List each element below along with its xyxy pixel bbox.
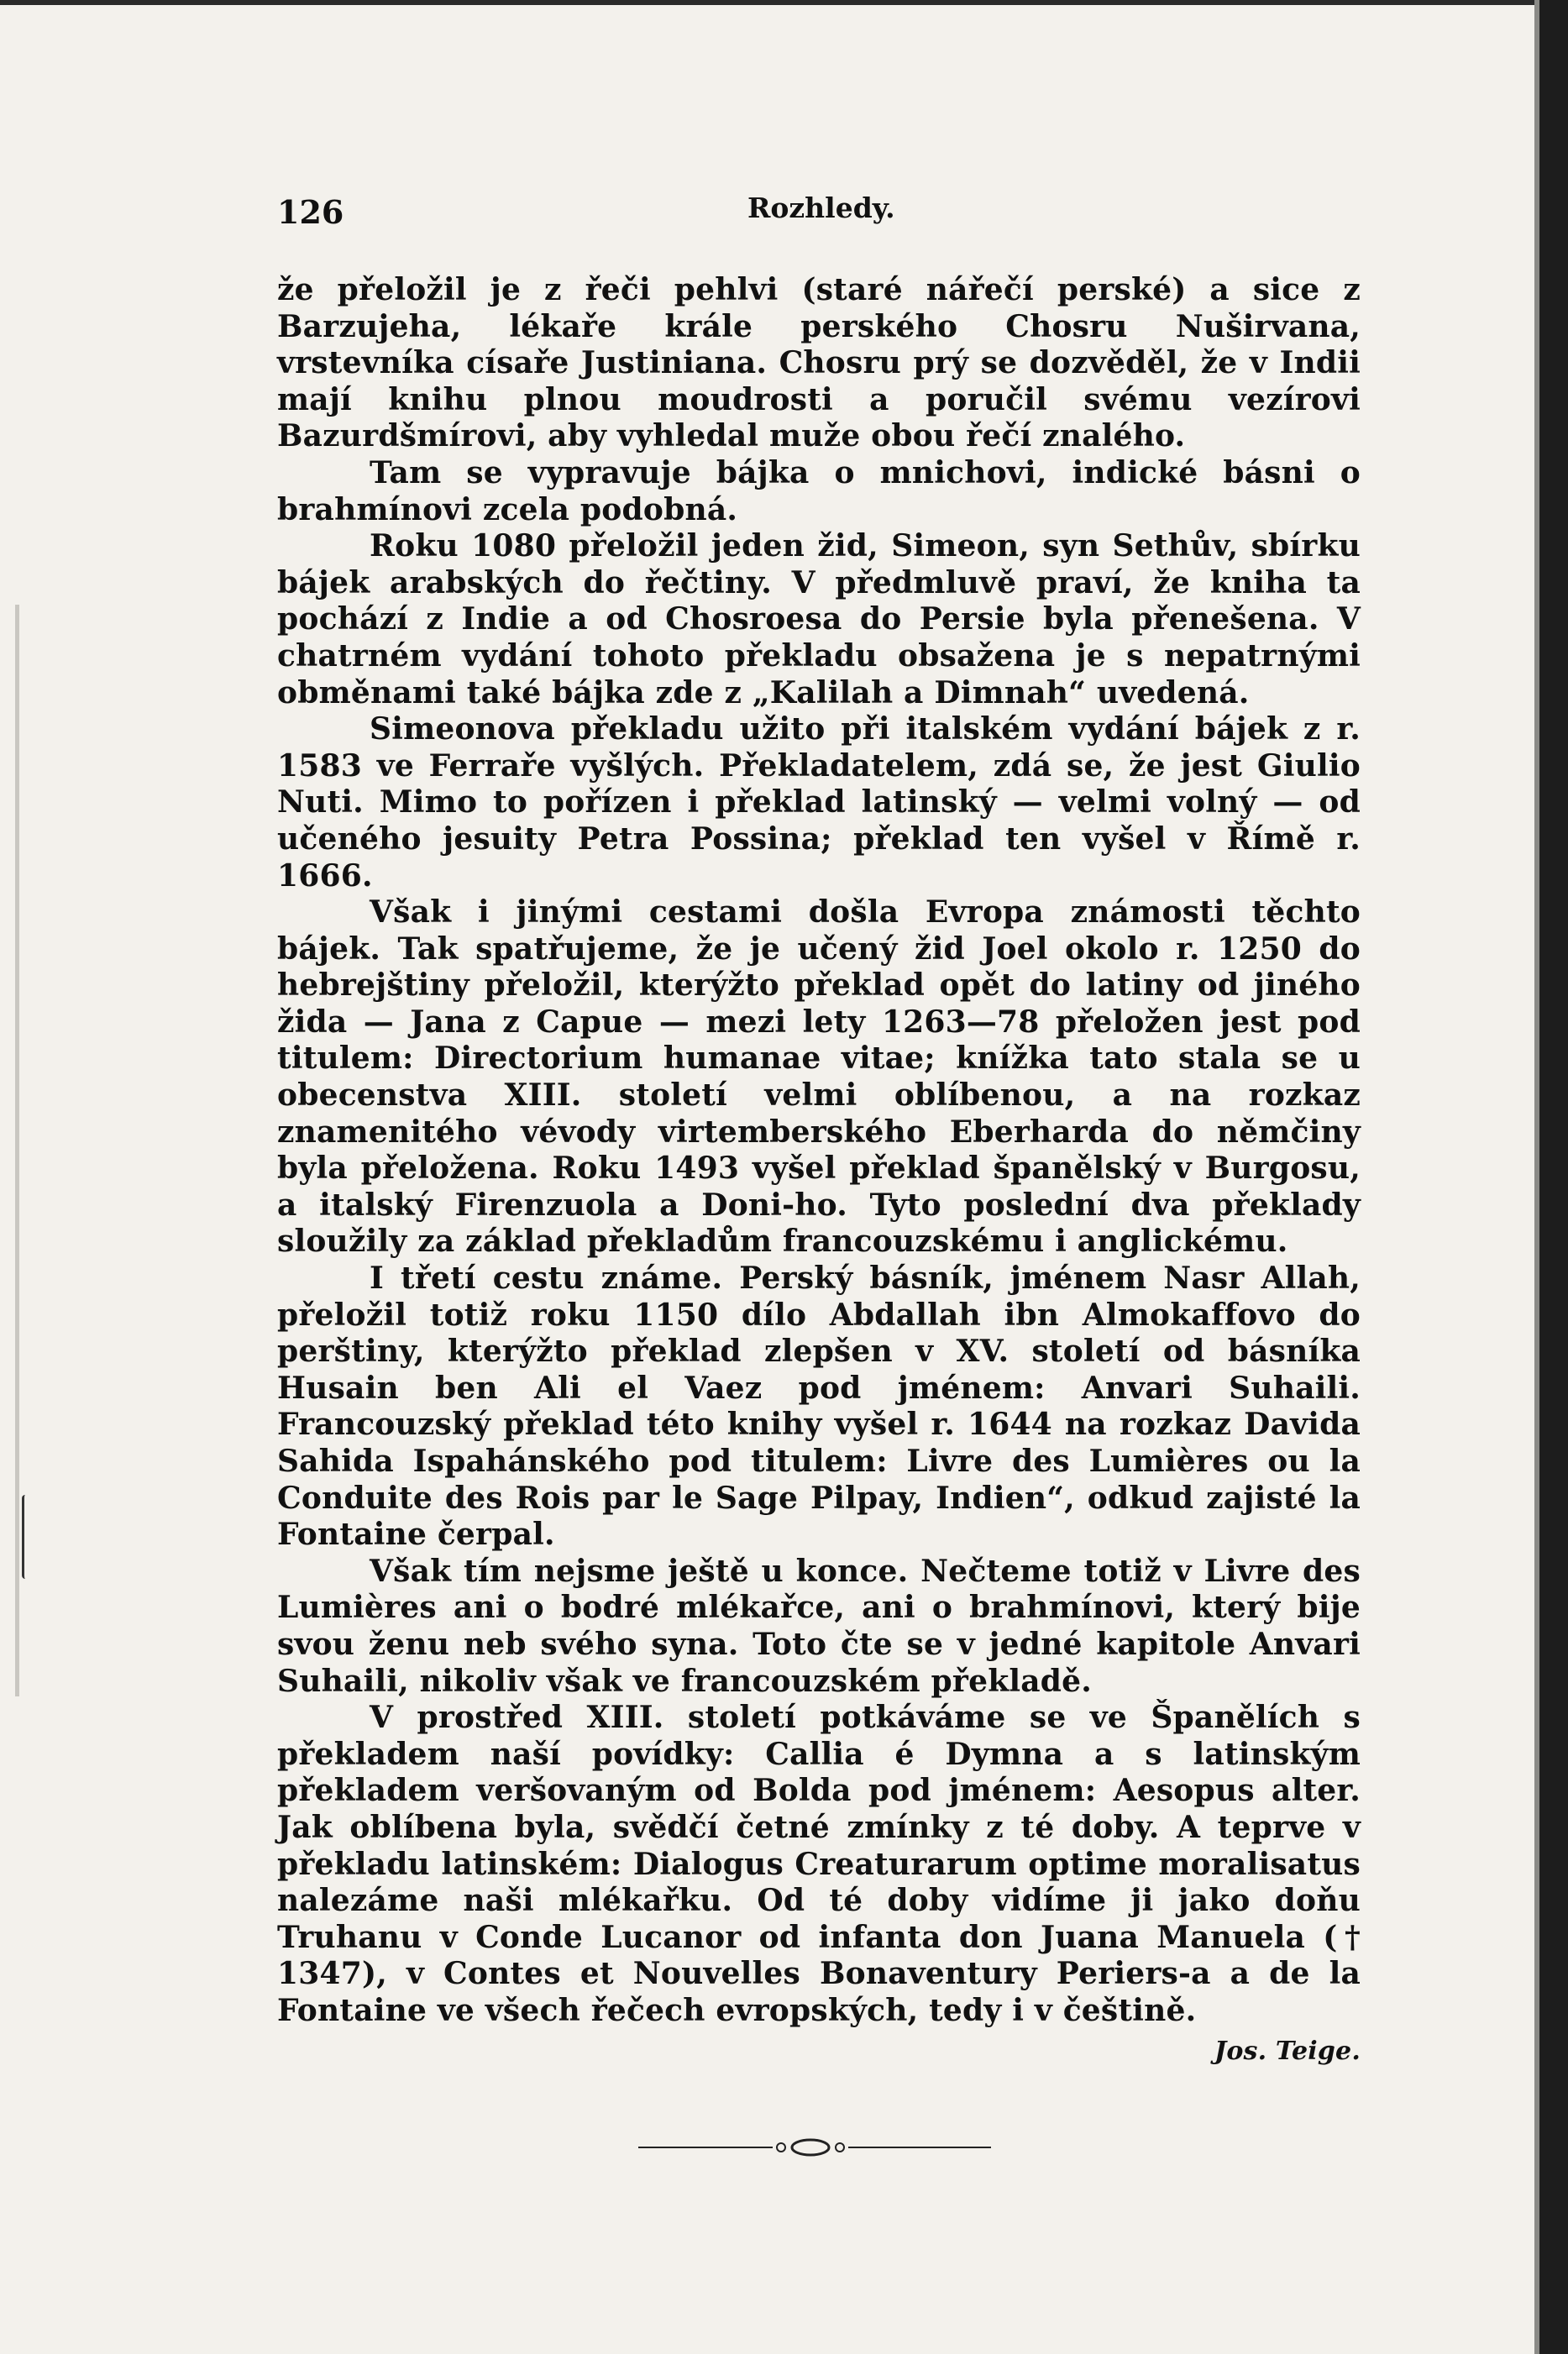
margin-bracket-mark	[22, 1495, 28, 1579]
running-head: Rozhledy.	[747, 191, 895, 224]
body-text	[277, 272, 1361, 2066]
paragraph: Však i jinými cestami došla Evropa známosti těchto bájek. Tak spatřujeme, že je učený žid Joel okolo r. 1250 do hebrejštiny přeložil, kterýžto překlad opět do latiny od jiného žida — Jana z Capue — mezi lety 1263—78 přeložen jest pod titulem: Directorium humanae vitae; knížka tato stala se u obecenstva XIII. století velmi oblíbenou, a na rozkaz znamenitého vévody virtemberského Eberharda do němčiny byla přeložena. Roku 1493 vyšel překlad španělský v Burgosu, a italský Firenzuola a Doni-ho. Tyto poslední dva překlady sloužily za základ překladům francouzskému i anglickému.	[277, 894, 1361, 1260]
paragraph-text: V prostřed XIII. století potkáváme se ve Španělích s překladem naší povídky: Callia é Dymna a s latinským překladem veršovaným od Bolda pod jménem: Aesopus alter. Jak oblíbena byla, svědčí četné zmínky z té doby. A teprve v překladu latinském: Dialogus Creaturarum optime moralisatus nalezáme naši mlékařku. Od té doby vidíme ji jako doňu Truhanu v Conde Lucanor od infanta don Juana Manuela († 1347), v Contes et Nouvelles Bonaventury Periers-a a de la Fontaine ve všech řečech evropských, tedy i v češtině.	[277, 1700, 1361, 2028]
page-header	[277, 185, 1361, 235]
paragraph: Však tím nejsme ještě u konce. Nečteme totiž v Livre des Lumières ani o bodré mlékařce, ani o brahmínovi, který bije svou ženu neb svého syna. Toto čte se v jedné kapitole Anvari Suhaili, nikoliv však ve francouzském překladě.	[277, 1553, 1361, 1699]
paragraph: Simeonova překladu užito při italském vydání bájek z r. 1583 ve Ferraře vyšlých. Překladatelem, zdá se, že jest Giulio Nuti. Mimo to pořízen i překlad latinský — velmi volný — od učeného jesuity Petra Possina; překlad ten vyšel v Římě r. 1666.	[277, 711, 1361, 894]
paragraph: I třetí cestu známe. Perský básník, jménem Nasr Allah, přeložil totiž roku 1150 dílo Abdallah ibn Almokaffovo do perštiny, kterýžto překlad zlepšen v XV. století od básníka Husain ben Ali el Vaez pod jménem: Anvari Suhaili. Francouzský překlad této knihy vyšel r. 1644 na rozkaz Davida Sahida Ispahánského pod titulem: Livre des Lumières ou la Conduite des Rois par le Sage Pilpay, Indien“, odkud zajisté la Fontaine čerpal.	[277, 1261, 1361, 1553]
binding-shadow	[15, 605, 19, 1696]
paragraph	[277, 1700, 1361, 2066]
page-content	[277, 185, 1361, 2069]
paragraph: Tam se vypravuje bájka o mnichovi, indické básni o brahmínovi zcela podobná.	[277, 454, 1361, 527]
ornament-divider	[638, 2131, 991, 2164]
scan-right-edge	[1539, 0, 1568, 2354]
paragraph: Roku 1080 přeložil jeden žid, Simeon, syn Sethův, sbírku bájek arabských do řečtiny. V předmluvě praví, že kniha ta pochází z Indie a od Chosroesa do Persie byla přenešena. V chatrném vydání tohoto překladu obsažena je s nepatrnými obměnami také bájka zde z „Kalilah a Dimnah“ uvedená.	[277, 528, 1361, 710]
author-signature: Jos. Teige.	[1214, 2036, 1361, 2066]
page-number: 126	[277, 193, 344, 231]
paragraph: že přeložil je z řeči pehlvi (staré nářečí perské) a sice z Barzujeha, lékaře krále perského Chosru Nuširvana, vrstevníka císaře Justiniana. Chosru prý se dozvěděl, že v Indii mají knihu plnou moudrosti a poručil svému vezírovi Bazurdšmírovi, aby vyhledal muže obou řečí znalého.	[277, 272, 1361, 454]
scan-top-edge	[0, 0, 1568, 5]
